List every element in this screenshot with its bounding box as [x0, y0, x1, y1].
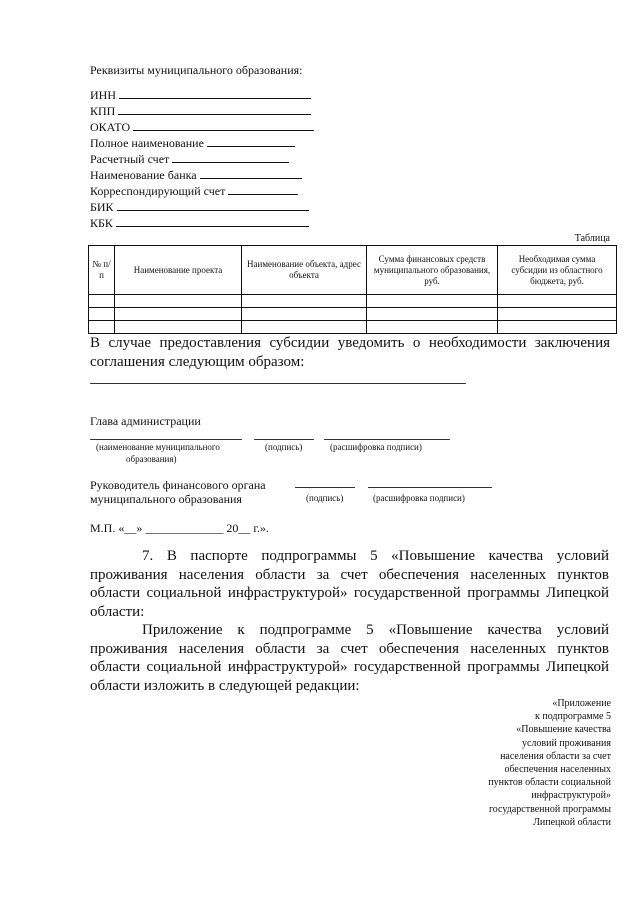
field-line	[207, 135, 295, 147]
field-line	[119, 87, 311, 99]
caption-municipality: (наименование муниципального	[96, 442, 220, 452]
field-bank	[90, 167, 302, 183]
field-label: ИНН	[90, 88, 116, 102]
col-header-municipal-sum: Сумма финансовых средств муниципального образования, руб.	[367, 246, 498, 295]
field-corr-account	[90, 183, 298, 199]
fin-head-sign-line	[295, 487, 355, 488]
col-header-number: № п/п	[89, 246, 115, 295]
field-kpp	[90, 103, 311, 119]
table-row	[89, 321, 617, 334]
field-line	[228, 183, 298, 195]
appendix-paragraph: Приложение к подпрограмме 5 «Повышение качества условий проживания населения области за счет обеспечения населенных пунктов области социальной инфраструктурой» государственной программы Липецкой области изложить в следующей редакции:	[90, 622, 609, 694]
table-header-row	[89, 246, 617, 295]
field-line	[118, 103, 311, 115]
fin-caption-sign: (подпись)	[306, 493, 344, 503]
item-7-paragraph: 7. В паспорте подпрограммы 5 «Повышение качества условий проживания населения области за счет обеспечения населенных пунктов области социальной инфраструктурой» государственной программы Липецкой области:	[90, 548, 609, 620]
field-kbk	[90, 215, 309, 231]
field-bik	[90, 199, 309, 215]
head-admin-decode-line	[324, 439, 450, 440]
field-line	[116, 215, 309, 227]
field-full-name	[90, 135, 295, 151]
field-account	[90, 151, 289, 167]
field-label: Полное наименование	[90, 136, 204, 150]
head-admin-title: Глава администрации	[90, 414, 201, 428]
notice-blank-line	[90, 383, 466, 384]
field-line	[117, 199, 309, 211]
caption-decode: (расшифровка подписи)	[330, 442, 422, 452]
head-admin-name-line	[90, 439, 242, 440]
table-row	[89, 295, 617, 308]
col-header-project: Наименование проекта	[115, 246, 242, 295]
fin-head-title-1: Руководитель финансового органа	[90, 478, 266, 492]
field-label: Расчетный счет	[90, 152, 170, 166]
notice-text: В случае предоставления субсидии уведомить о необходимости заключения соглашения следующим образом:	[90, 335, 610, 370]
field-line	[172, 151, 289, 163]
table-caption: Таблица	[574, 233, 610, 244]
field-line	[133, 119, 314, 131]
col-header-subsidy-sum: Необходимая сумма субсидии из областного бюджета, руб.	[498, 246, 617, 295]
head-admin-sign-line	[254, 439, 314, 440]
stamp-date-line: М.П. «__» _____________ 20__ г.».	[90, 521, 269, 535]
appendix-reference: «Приложение к подпрограмме 5 «Повышение качества условий проживания населения области за счет обеспечения населенных пунктов области социальной инфраструктурой» государственной программы Липецкой области	[488, 698, 611, 828]
field-label: ОКАТО	[90, 120, 131, 134]
field-line	[200, 167, 302, 179]
field-inn	[90, 87, 311, 103]
col-header-object: Наименование объекта, адрес объекта	[242, 246, 367, 295]
subsidy-table	[88, 245, 617, 334]
fin-caption-decode: (расшифровка подписи)	[373, 493, 465, 503]
caption-municipality-2: образования)	[126, 454, 177, 464]
field-label: Наименование банка	[90, 168, 197, 182]
field-label: КПП	[90, 104, 116, 118]
caption-sign: (подпись)	[265, 442, 303, 452]
field-label: Корреспондирующий счет	[90, 184, 226, 198]
table-row	[89, 308, 617, 321]
field-label: БИК	[90, 200, 114, 214]
field-okato	[90, 119, 314, 135]
requisites-heading: Реквизиты муниципального образования:	[90, 63, 303, 77]
field-label: КБК	[90, 216, 113, 230]
fin-head-decode-line	[368, 487, 492, 488]
fin-head-title-2: муниципального образования	[90, 492, 242, 506]
